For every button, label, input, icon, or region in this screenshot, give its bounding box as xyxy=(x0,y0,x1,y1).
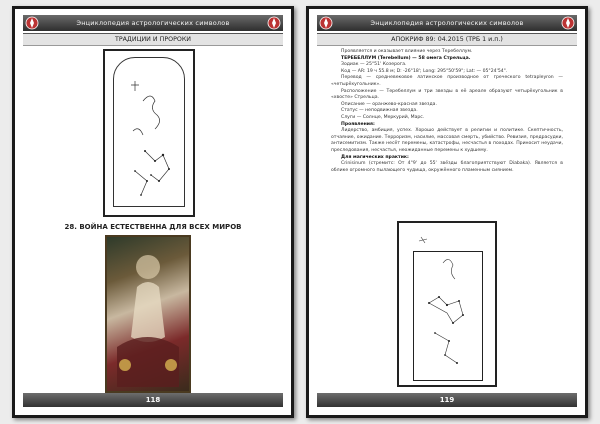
left-page xyxy=(12,6,294,418)
figure-caption: 28. ВОЙНА ЕСТЕСТВЕННА ДЛЯ ВСЕХ МИРОВ xyxy=(64,223,242,231)
emblem-icon xyxy=(25,16,39,30)
page-number: 118 xyxy=(145,396,161,404)
header-bar xyxy=(23,15,283,31)
header-title: Энциклопедия астрологических символов xyxy=(370,19,524,27)
description-line: Описание — оранжево-красная звезда. xyxy=(341,101,437,107)
zodiac-line: Зодиак — 25°51' Козерога. xyxy=(341,62,407,68)
translation-line: Перевод — средневековое латинское производное от греческого tetrapleyron — «четырёхугольник». xyxy=(331,75,563,87)
header-title: Энциклопедия астрологических символов xyxy=(76,19,230,27)
page-number-bar xyxy=(23,393,283,407)
emblem-icon xyxy=(319,16,333,30)
servants-line: Слуги — Солнце, Меркурий, Марс. xyxy=(341,114,425,120)
header-bar xyxy=(317,15,577,31)
article-text xyxy=(331,49,563,174)
constellation-figure xyxy=(397,221,497,387)
sagittarius-constellation-drawing xyxy=(105,51,193,215)
coordinates-line: Код — AR: 19 ч 55.8 м; D: -26°18'; Long: 295°50'59"; Lat: — 05°24'54". xyxy=(341,68,508,74)
tarot-card-illustration xyxy=(105,235,191,393)
practice-text: Crinisinum (стремитc: От 4°9' до 55' звёзды благоприятствуют Diabaka). Является в облике огромного пылающего чудища, окружённого пламенным сиянием. xyxy=(331,161,563,173)
right-page xyxy=(306,6,588,418)
practice-heading: Для магических практик: xyxy=(341,154,409,160)
location-line: Расположение — Теребеллум и три звезды в её ареале образуют четырёхугольник в «хвосте» Стрельца. xyxy=(331,88,563,101)
section-subheader: АПОКРИФ 89: 04.2015 (ТРБ 1 и.п.) xyxy=(317,34,577,46)
terebellum-constellation-drawing xyxy=(399,223,495,385)
emblem-icon xyxy=(267,16,281,30)
page-number: 119 xyxy=(439,396,455,404)
emblem-icon xyxy=(561,16,575,30)
section-subheader: ТРАДИЦИИ И ПРОРОКИ xyxy=(23,34,283,46)
manifestations-heading: Проявления: xyxy=(341,121,375,127)
manifestations-text: Лидерство, амбиция, успех. Хорошо действует в религии и политике. Скептичность, отчаяние, ожидание. Терроризм, насилие, массовая смерть, убийство. Ревизия, предрасудки, антисемитизм. Также несёт перемены, катастрофы, несчастья в походах. Приносит неудачи, преследования, несчастья, неожиданные перемены к худшему. xyxy=(331,128,563,153)
star-title: ТЕРЕБЕЛЛУМ (Terebellum) — 58 омега Стрельца. xyxy=(341,55,471,61)
card-artwork xyxy=(107,237,189,391)
intro-line: Проявляется и оказывает влияние через Теребеллум. xyxy=(341,49,473,54)
constellation-figure xyxy=(103,49,195,217)
status-line: Статус — неподвижная звезда. xyxy=(341,108,418,114)
page-number-bar xyxy=(317,393,577,407)
